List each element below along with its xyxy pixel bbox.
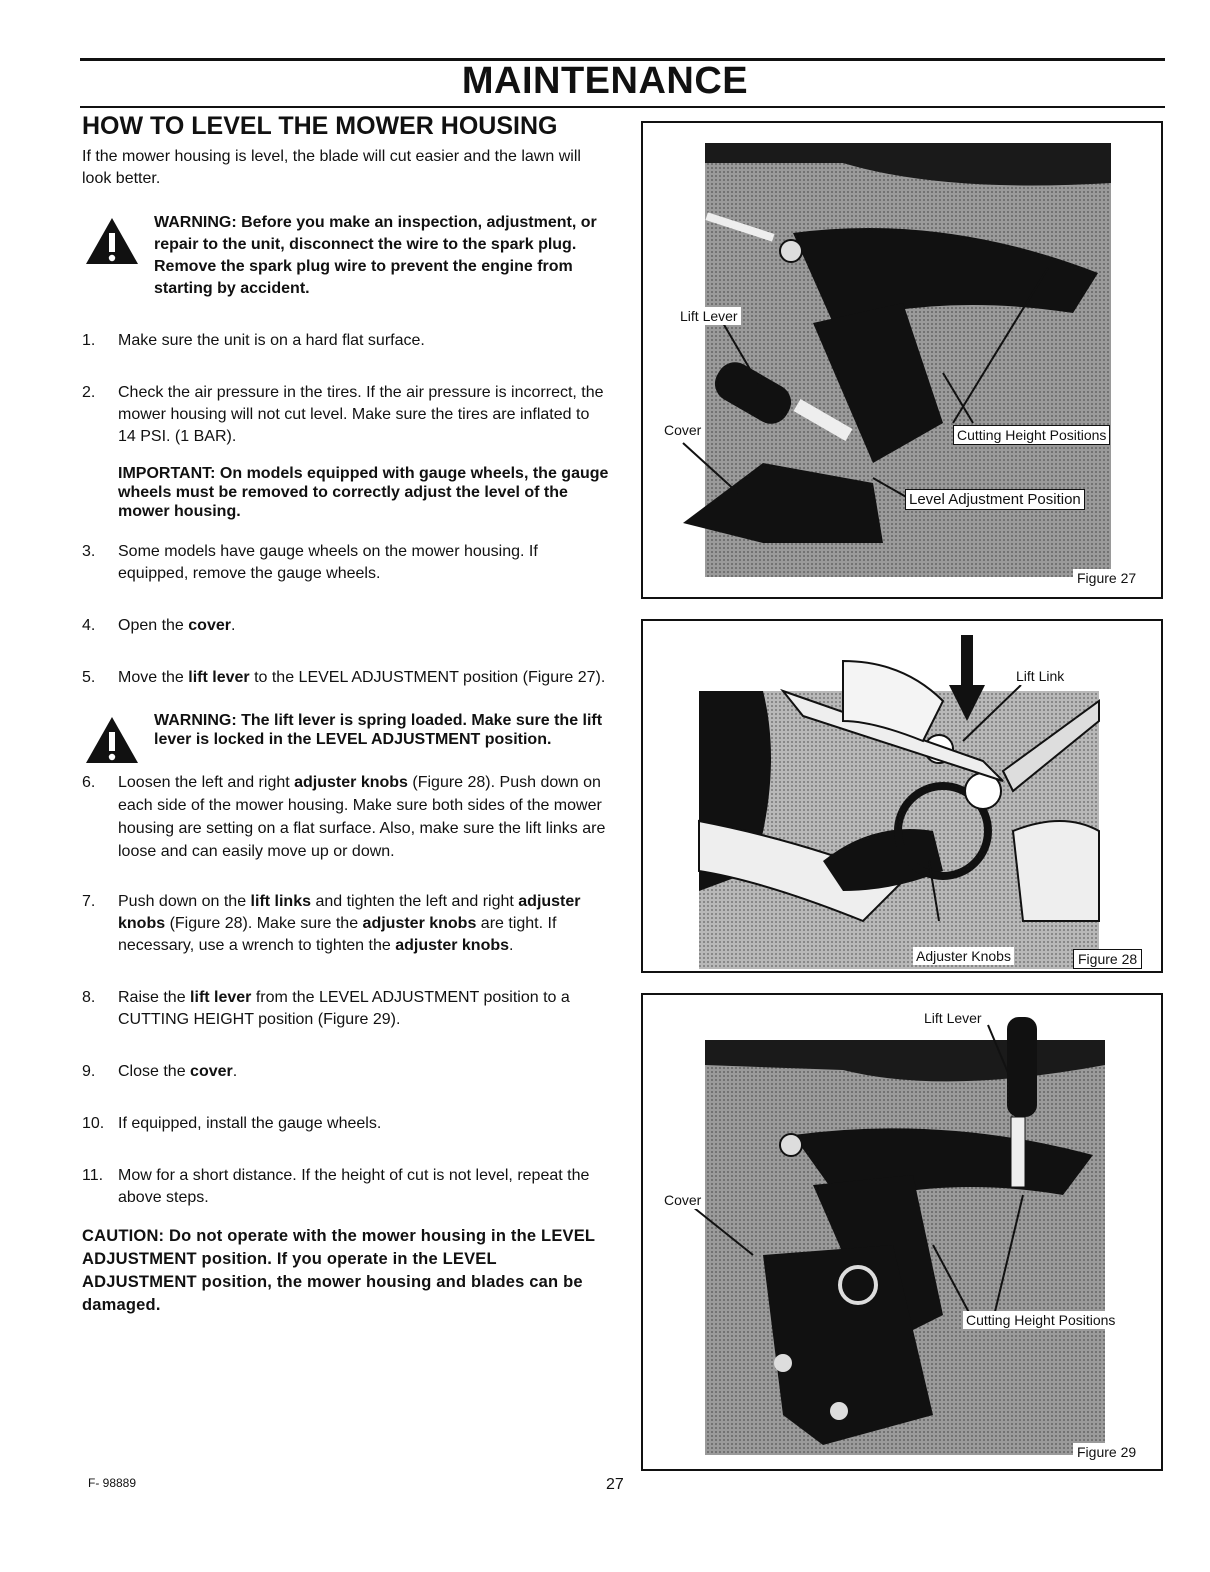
page-number: 27 xyxy=(606,1476,624,1493)
figure-28-illustration xyxy=(643,621,1161,971)
step-1 xyxy=(82,330,610,352)
title-rule xyxy=(80,106,1165,108)
step-text: Open the xyxy=(118,617,189,634)
step-number: 9. xyxy=(82,1063,96,1080)
callout-level-adjustment: Level Adjustment Position xyxy=(905,489,1085,510)
warning-spark-plug xyxy=(82,212,610,300)
step-7 xyxy=(82,891,610,957)
figure-29 xyxy=(641,993,1163,1471)
step-number: 1. xyxy=(82,332,96,349)
step-number: 8. xyxy=(82,989,96,1006)
step-keyword: cover xyxy=(188,617,231,634)
step-text: If equipped, install the gauge wheels. xyxy=(118,1115,382,1132)
figure-caption: Figure 28 xyxy=(1073,949,1142,969)
step-text-end: . xyxy=(230,617,236,634)
warning-triangle-icon xyxy=(84,216,140,266)
step-keyword: adjuster knobs xyxy=(118,893,581,932)
warning-triangle-icon xyxy=(84,715,140,765)
step-text-mid: and tighten the left and right xyxy=(311,893,519,910)
step-10 xyxy=(82,1113,610,1135)
step-text: Raise the xyxy=(118,989,191,1006)
step-text: Move the xyxy=(118,669,189,686)
step-keyword: adjuster knobs xyxy=(294,774,408,791)
step-text: Loosen the left and right xyxy=(118,774,295,791)
step-keyword: adjuster knobs xyxy=(362,915,477,932)
step-3 xyxy=(82,541,610,585)
callout-cover: Cover xyxy=(661,1191,704,1209)
step-text: Some models have gauge wheels on the mower housing. If equipped, remove the gauge wheels. xyxy=(118,543,538,582)
page-title: MAINTENANCE xyxy=(461,60,749,102)
callout-lift-lever: Lift Lever xyxy=(677,307,741,325)
step-text: Check the air pressure in the tires. If the air pressure is incorrect, the mower housing will not cut level. Make sure the tires are inflated to 14 PSI. (1 BAR). xyxy=(118,384,604,445)
figure-caption: Figure 29 xyxy=(1073,1443,1140,1461)
step-6 xyxy=(82,771,610,863)
step-number: 2. xyxy=(82,384,96,401)
step-text-mid: (Figure 28). Make sure the xyxy=(165,915,363,932)
figure-29-illustration xyxy=(643,995,1161,1469)
callout-cutting-height: Cutting Height Positions xyxy=(953,425,1110,445)
step-keyword: adjuster knobs xyxy=(395,937,510,954)
step-text-end: from the LEVEL ADJUSTMENT position to a CUTTING HEIGHT position (Figure 29). xyxy=(118,989,570,1028)
step-number: 11. xyxy=(82,1167,104,1184)
figure-27 xyxy=(641,121,1163,599)
step-text: Mow for a short distance. If the height of cut is not level, repeat the above steps. xyxy=(118,1167,590,1206)
callout-cutting-height: Cutting Height Positions xyxy=(963,1311,1118,1329)
step-keyword: lift links xyxy=(250,893,311,910)
step-text-mid: are tight. If necessary, use a wrench to tighten the xyxy=(118,915,557,954)
warning-text: WARNING: The lift lever is spring loaded. Make sure the lift lever is locked in the LEVEL ADJUSTMENT position. xyxy=(154,712,603,748)
step-5 xyxy=(82,667,610,689)
warning-text: WARNING: Before you make an inspection, adjustment, or repair to the unit, disconnect the wire to the spark plug. Remove the spark plug wire to prevent the engine from starting by accident. xyxy=(154,214,597,297)
callout-lift-lever: Lift Lever xyxy=(921,1009,985,1027)
step-keyword: lift lever xyxy=(188,669,250,686)
callout-adjuster-knobs: Adjuster Knobs xyxy=(913,947,1014,965)
caution-note: CAUTION: Do not operate with the mower housing in the LEVEL ADJUSTMENT position. If you operate in the LEVEL ADJUSTMENT position, the mower housing and blades can be damaged. xyxy=(82,1227,595,1314)
instructions-column xyxy=(82,146,610,1317)
step-text-end: . xyxy=(509,937,514,954)
step-number: 4. xyxy=(82,617,96,634)
step-number: 10. xyxy=(82,1115,105,1132)
step-text-end: to the LEVEL ADJUSTMENT position (Figure 27). xyxy=(249,669,606,686)
important-note: IMPORTANT: On models equipped with gauge wheels, the gauge wheels must be removed to correctly adjust the level of the mower housing. xyxy=(118,465,609,520)
section-title: HOW TO LEVEL THE MOWER HOUSING xyxy=(82,112,558,140)
step-4 xyxy=(82,615,610,637)
callout-lift-link: Lift Link xyxy=(1013,667,1067,685)
step-text-end: . xyxy=(232,1063,238,1080)
callout-cover: Cover xyxy=(661,421,704,439)
step-text: Push down on the xyxy=(118,893,251,910)
step-keyword: lift lever xyxy=(190,989,252,1006)
figure-caption: Figure 27 xyxy=(1073,569,1140,587)
step-number: 7. xyxy=(82,893,96,910)
warning-spring-loaded xyxy=(82,711,610,749)
step-9 xyxy=(82,1061,610,1083)
step-text: Close the xyxy=(118,1063,191,1080)
step-2 xyxy=(82,382,610,448)
figure-27-illustration xyxy=(643,123,1161,597)
step-number: 3. xyxy=(82,543,96,560)
intro-text: If the mower housing is level, the blade will cut easier and the lawn will look better. xyxy=(82,148,581,187)
step-11 xyxy=(82,1165,610,1209)
step-keyword: cover xyxy=(190,1063,233,1080)
step-text-end: (Figure 28). Push down on each side of the mower housing. Make sure both sides of the mower housing are setting on a flat surface. Also, make sure the lift links are loose and can easily move up or down. xyxy=(118,774,606,860)
step-number: 5. xyxy=(82,669,96,686)
step-text: Make sure the unit is on a hard flat surface. xyxy=(118,332,425,349)
step-number: 6. xyxy=(82,774,96,791)
step-8 xyxy=(82,987,610,1031)
form-code: F- 98889 xyxy=(88,1476,137,1490)
figure-28 xyxy=(641,619,1163,973)
